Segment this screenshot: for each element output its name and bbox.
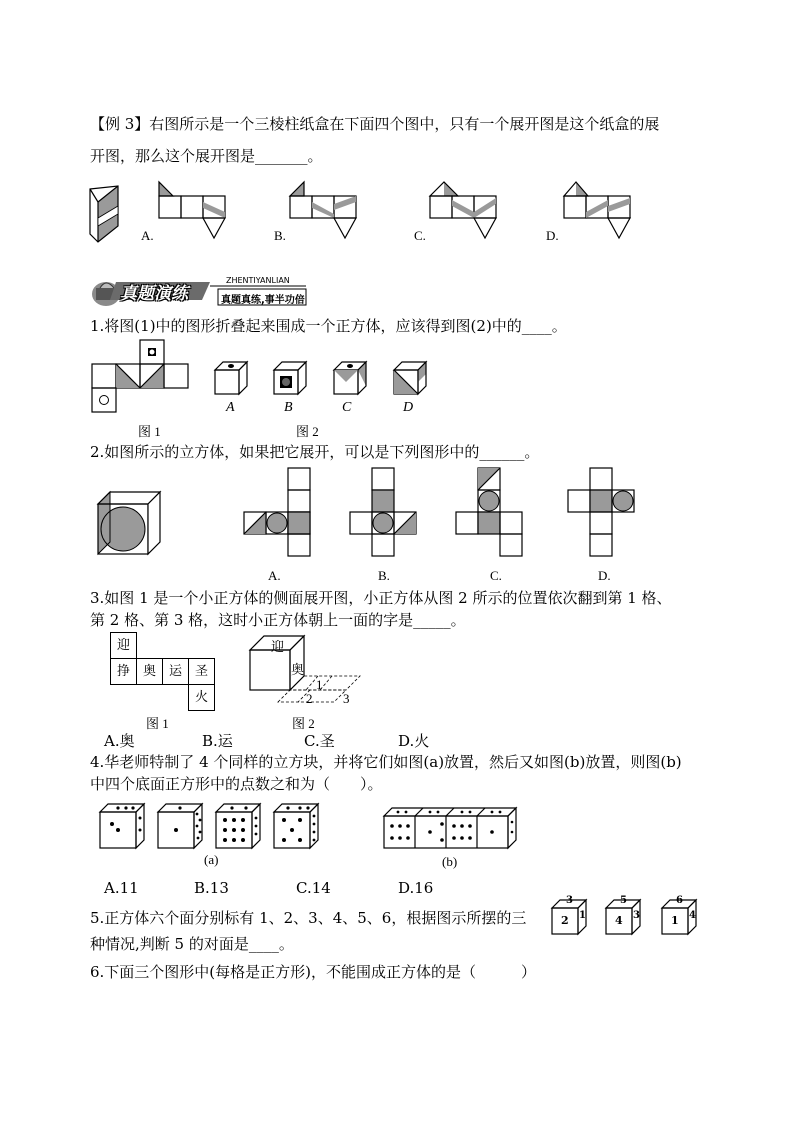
q3-fig2-caption: 图 2 bbox=[292, 716, 315, 731]
q4-line1: 4.华老师特制了 4 个同样的立方块，并将它们如图(a)放置，然后又如图(b)放置，则图(b) bbox=[90, 753, 682, 771]
q4-option-b: B.13 bbox=[194, 879, 229, 897]
q5-cube-3-top: 6 bbox=[676, 895, 683, 906]
q1-option-d: D bbox=[403, 400, 414, 415]
q3-grid-num-3: 3 bbox=[343, 691, 350, 706]
q4-option-c: C.14 bbox=[296, 879, 331, 897]
example3-option-a: A. bbox=[141, 228, 154, 243]
q1-option-c: C bbox=[342, 400, 352, 415]
q2-option-a: A. bbox=[268, 568, 281, 583]
example3-line2: 开图，那么这个展开图是_______。 bbox=[90, 147, 323, 165]
example3-net-c bbox=[430, 182, 510, 242]
q4-fig-b-caption: (b) bbox=[442, 854, 458, 869]
q3-cell: 运 bbox=[162, 658, 189, 685]
q2-cube bbox=[98, 492, 170, 564]
q3-line2: 第 2 格、第 3 格，这时小正方体朝上一面的字是_____。 bbox=[90, 611, 466, 629]
q3-fig1-caption: 图 1 bbox=[146, 716, 169, 731]
example3-option-d: D. bbox=[546, 228, 559, 243]
example3-net-d bbox=[564, 182, 644, 242]
banner-subtitle: 真题真练,事半功倍 bbox=[221, 295, 305, 306]
q3-option-d: D.火 bbox=[398, 732, 430, 750]
q1-option-b: B bbox=[284, 400, 293, 415]
q3-line1: 3.如图 1 是一个小正方体的侧面展开图，小正方体从图 2 所示的位置依次翻到第 1 格、 bbox=[90, 589, 672, 607]
q5-cube-3 bbox=[662, 895, 702, 940]
prism-figure bbox=[88, 186, 128, 246]
q1-cube-a bbox=[215, 362, 251, 398]
q5-cube-3-side: 4 bbox=[689, 910, 696, 921]
q3-cube-top: 迎 bbox=[271, 640, 285, 655]
q4-dice-b bbox=[384, 808, 524, 854]
q2-net-a bbox=[244, 468, 334, 560]
q2-net-d bbox=[568, 468, 658, 560]
q5-line2: 种情况,判断 5 的对面是____。 bbox=[90, 935, 294, 953]
example3-net-b bbox=[290, 182, 370, 242]
q3-option-c: C.圣 bbox=[304, 732, 335, 750]
q1-net bbox=[90, 340, 200, 415]
q6-text: 6.下面三个图形中(每格是正方形)，不能围成正方体的是（ ） bbox=[90, 963, 537, 981]
q5-cube-2-top: 5 bbox=[620, 895, 627, 906]
q1-fig1-caption: 图 1 bbox=[138, 424, 161, 439]
q4-line2: 中四个底面正方形中的点数之和为（ ）。 bbox=[90, 775, 383, 793]
q3-cell: 奥 bbox=[136, 658, 163, 685]
q5-cube-2-front: 4 bbox=[615, 914, 623, 927]
q3-cube-side: 奥 bbox=[291, 663, 305, 678]
q3-option-a: A.奥 bbox=[104, 732, 135, 750]
q4-option-d: D.16 bbox=[398, 879, 434, 897]
q2-option-c: C. bbox=[490, 568, 502, 583]
q3-cell: 挣 bbox=[110, 658, 137, 685]
example3-net-a bbox=[156, 182, 226, 242]
q4-fig-a-caption: (a) bbox=[204, 852, 219, 867]
section-banner bbox=[90, 276, 310, 308]
q1-cube-c bbox=[334, 362, 370, 398]
q1-cube-b bbox=[274, 362, 310, 398]
q2-option-d: D. bbox=[598, 568, 611, 583]
banner-title: 真题演练 bbox=[120, 284, 188, 304]
q4-dice-a bbox=[100, 804, 330, 854]
q3-option-b: B.运 bbox=[202, 732, 233, 750]
banner-pinyin: ZHENTIYANLIAN bbox=[226, 276, 290, 285]
q5-cube-1-side: 1 bbox=[579, 910, 586, 921]
q3-grid-num-1: 1 bbox=[316, 677, 323, 692]
q2-text: 2.如图所示的立方体，如果把它展开，可以是下列图形中的______。 bbox=[90, 443, 540, 461]
q5-cube-1 bbox=[552, 895, 592, 940]
q5-cube-2 bbox=[606, 895, 646, 940]
q4-option-a: A.11 bbox=[104, 879, 139, 897]
example3-line1: 【例 3】右图所示是一个三棱柱纸盒在下面四个图中，只有一个展开图是这个纸盒的展 bbox=[90, 115, 660, 133]
q3-cell: 火 bbox=[188, 684, 215, 711]
q5-cube-2-side: 3 bbox=[633, 910, 640, 921]
example3-option-c: C. bbox=[414, 228, 426, 243]
q2-net-b bbox=[350, 468, 440, 560]
example3-option-b: B. bbox=[274, 228, 286, 243]
q2-net-c bbox=[456, 468, 546, 560]
q5-cube-1-front: 2 bbox=[561, 914, 569, 927]
q1-option-a: A bbox=[226, 400, 235, 415]
q5-line1: 5.正方体六个面分别标有 1、2、3、4、5、6，根据图示所摆的三 bbox=[90, 909, 527, 927]
q1-text: 1.将图(1)中的图形折叠起来围成一个正方体，应该得到图(2)中的____。 bbox=[90, 317, 567, 335]
q2-option-b: B. bbox=[378, 568, 390, 583]
q3-cell: 圣 bbox=[188, 658, 215, 685]
q3-grid-num-2: 2 bbox=[306, 691, 313, 706]
q5-cube-3-front: 1 bbox=[671, 914, 679, 927]
q1-fig2-caption: 图 2 bbox=[296, 424, 319, 439]
q1-cube-d bbox=[394, 362, 430, 398]
q3-cell: 迎 bbox=[110, 632, 137, 659]
q5-cube-1-top: 3 bbox=[566, 895, 573, 906]
